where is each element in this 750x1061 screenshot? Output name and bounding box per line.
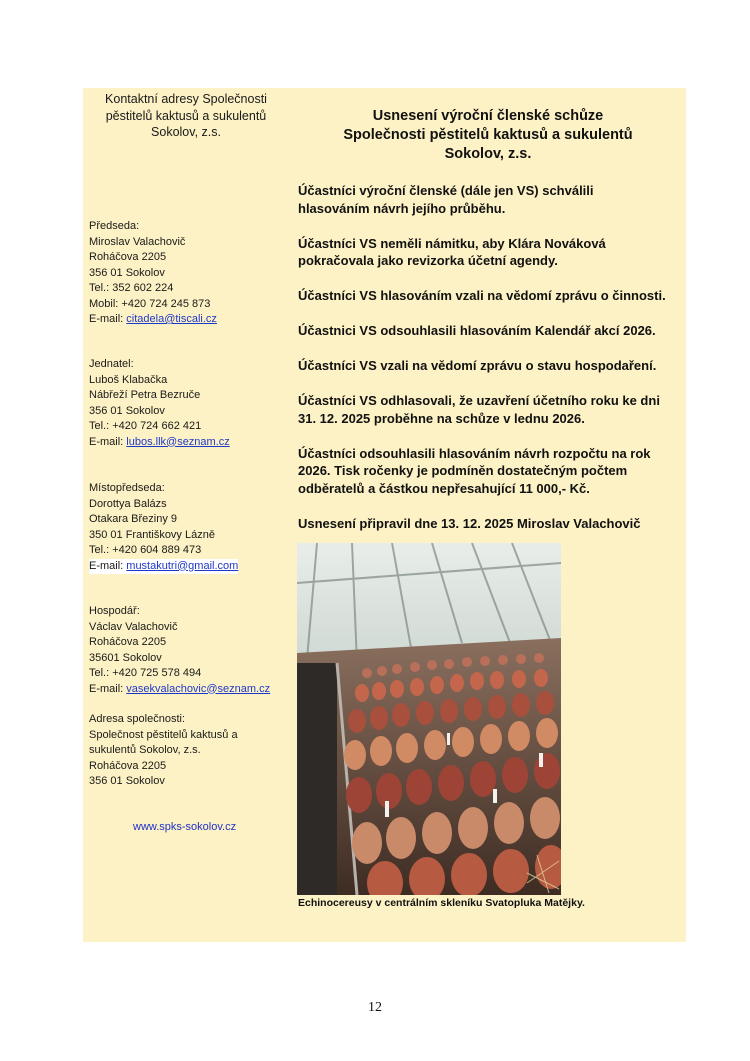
resolution-paragraph: Účastníci výroční členské (dále jen VS) schválili hlasováním návrh jejího průběhu. — [298, 183, 594, 216]
contact-city: 356 01 Sokolov — [89, 266, 165, 279]
contact-city: 356 01 Sokolov — [89, 404, 165, 417]
email-label: E-mail: — [89, 313, 127, 325]
contacts-heading-line: Sokolov, z.s. — [151, 125, 221, 139]
contact-phone: Tel.: +420 725 578 494 — [89, 667, 202, 679]
resolution-paragraph: Účastnici VS odsouhlasili hlasováním Kalendář akcí 2026. — [298, 323, 656, 338]
contact-city: 35601 Sokolov — [89, 651, 162, 664]
contact-street: Roháčova 2205 — [89, 636, 167, 648]
email-label: E-mail: — [89, 435, 127, 448]
page-number: 12 — [368, 1000, 382, 1015]
resolution-paragraph: Účastníci VS odhlasovali, že uzavření účetního roku ke dni 31. 12. 2025 proběhne na schůze v lednu 2026. — [298, 393, 660, 426]
contact-street: Roháčova 2205 — [89, 251, 167, 263]
contacts-heading — [87, 91, 285, 141]
contact-city: 350 01 Františkovy Lázně — [89, 528, 215, 541]
resolution-signature: Usnesení připravil dne 13. 12. 2025 Miroslav Valachovič — [298, 515, 641, 531]
contact-phone: Tel.: +420 604 889 473 — [89, 544, 202, 556]
email-label: E-mail: — [89, 682, 127, 695]
email-link[interactable]: vasekvalachovic@seznam.cz — [126, 682, 271, 695]
contact-role: Adresa společnosti: — [89, 713, 185, 725]
contact-phone: Tel.: 352 602 224 — [89, 282, 174, 294]
email-link[interactable]: lubos.llk@seznam.cz — [126, 435, 230, 448]
contact-role: Jednatel: — [89, 358, 134, 370]
contacts-heading-line: Kontaktní adresy Společnosti — [105, 92, 267, 106]
contact-name: Václav Valachovič — [89, 620, 178, 633]
website-link[interactable]: www.spks-sokolov.cz — [133, 821, 237, 833]
resolution-paragraph: Účastníci odsouhlasili hlasováním návrh rozpočtu na rok 2026. Tisk ročenky je podmíněn dostatečným počtem odběratelů a částkou nepřesahující 11 000,- Kč. — [298, 445, 651, 496]
resolution-title-line: Společnosti pěstitelů kaktusů a sukulentů — [343, 127, 633, 143]
contact-jednatel — [89, 357, 230, 450]
contact-street: Nábřeží Petra Bezruče — [89, 389, 201, 401]
email-label: E-mail: — [89, 559, 127, 572]
contact-name: Dorottya Balázs — [89, 497, 167, 510]
resolution-paragraph: Účastníci VS neměli námitku, aby Klára Nováková pokračovala jako revizorka účetní agendy. — [298, 235, 606, 268]
resolution-paragraph: Účastníci VS vzali na vědomí zprávu o stavu hospodaření. — [298, 358, 657, 373]
contact-org-line: Společnost pěstitelů kaktusů a — [89, 728, 238, 741]
contact-role: Předseda: — [89, 220, 140, 232]
email-link[interactable]: mustakutri@gmail.com — [126, 559, 239, 572]
contact-role: Hospodář: — [89, 605, 140, 617]
content-panel — [83, 88, 686, 942]
email-link[interactable]: citadela@tiscali.cz — [126, 313, 217, 325]
resolution-body — [298, 182, 683, 532]
greenhouse-cactus-photo — [297, 543, 561, 895]
contact-phone: Tel.: +420 724 662 421 — [89, 420, 202, 432]
contact-role: Místopředseda: — [89, 482, 165, 494]
contact-street: Roháčova 2205 — [89, 759, 167, 772]
contact-street: Otakara Březiny 9 — [89, 513, 178, 525]
resolution-title-line: Sokolov, z.s. — [444, 146, 532, 162]
contact-name: Luboš Klabačka — [89, 373, 168, 386]
photo-caption: Echinocereusy v centrálním skleníku Svatopluka Matějky. — [298, 897, 585, 909]
resolution-title-line: Usnesení výroční členské schůze — [372, 108, 604, 124]
contact-city: 356 01 Sokolov — [89, 775, 165, 787]
contact-hospodar — [89, 604, 270, 697]
contact-mistopredseda — [89, 481, 238, 574]
contacts-heading-line: pěstitelů kaktusů a sukulentů — [105, 108, 267, 123]
contact-name: Miroslav Valachovič — [89, 235, 186, 248]
resolution-title — [298, 107, 678, 164]
contact-predseda — [89, 219, 217, 328]
resolution-paragraph: Účastníci VS hlasováním vzali na vědomí zprávu o činnosti. — [298, 288, 666, 303]
contact-adresa — [89, 712, 238, 790]
contact-org-line: sukulentů Sokolov, z.s. — [89, 744, 201, 756]
contact-mobile: Mobil: +420 724 245 873 — [89, 297, 211, 310]
